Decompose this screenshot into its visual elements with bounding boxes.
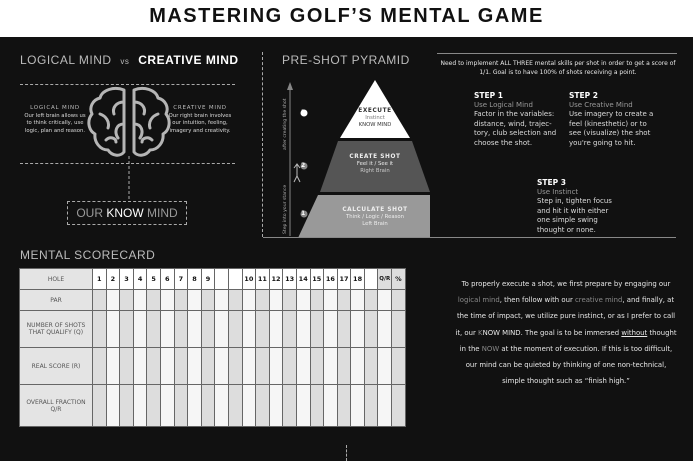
- score-cell[interactable]: [364, 311, 378, 348]
- score-cell[interactable]: [201, 290, 215, 311]
- heading-creative: CREATIVE MIND: [138, 53, 239, 67]
- level-num-3: 3: [301, 109, 306, 116]
- hole-cell: 15: [310, 269, 324, 290]
- hole-cell: 2: [106, 269, 120, 290]
- score-cell[interactable]: [93, 348, 107, 385]
- score-cell[interactable]: [269, 348, 283, 385]
- hole-cell: 14: [296, 269, 310, 290]
- score-cell[interactable]: [215, 348, 229, 385]
- score-cell[interactable]: [228, 385, 242, 427]
- know-text-pre: OUR: [76, 206, 107, 220]
- para-p1: To properly execute a shot, we first prepare by engaging our: [461, 280, 671, 288]
- score-cell[interactable]: [188, 348, 202, 385]
- score-cell[interactable]: [337, 290, 351, 311]
- step-2-title: STEP 2: [569, 91, 598, 100]
- score-cell[interactable]: [147, 348, 161, 385]
- intro-text: Need to implement ALL THREE mental skills per shot in order to get a score of 1/1. Goal is to have 100% of shots receiving a point.: [440, 60, 676, 76]
- score-cell[interactable]: [160, 385, 174, 427]
- hole-cell: 3: [120, 269, 134, 290]
- score-cell[interactable]: [337, 385, 351, 427]
- hole-cell: 12: [269, 269, 283, 290]
- level-2-title: CREATE SHOT: [349, 154, 401, 160]
- score-cell[interactable]: [133, 385, 147, 427]
- hole-cell: 17: [337, 269, 351, 290]
- step-3-sub: Use Instinct: [537, 187, 579, 196]
- scorecard-row-real: [20, 348, 406, 385]
- score-cell[interactable]: [106, 348, 120, 385]
- score-cell[interactable]: [256, 385, 270, 427]
- score-cell[interactable]: [106, 311, 120, 348]
- score-cell[interactable]: [201, 311, 215, 348]
- scorecard-row-qualify: [20, 311, 406, 348]
- score-cell[interactable]: [160, 348, 174, 385]
- row-label-fraction: OVERALL FRACTION Q/R: [20, 385, 93, 427]
- score-cell[interactable]: [160, 311, 174, 348]
- score-cell[interactable]: [269, 385, 283, 427]
- score-cell[interactable]: [147, 290, 161, 311]
- score-cell[interactable]: [201, 348, 215, 385]
- step-2-sub: Use Creative Mind: [569, 100, 633, 109]
- score-cell[interactable]: [269, 311, 283, 348]
- para-without: without: [621, 328, 648, 337]
- score-cell[interactable]: [228, 348, 242, 385]
- score-cell[interactable]: [378, 385, 392, 427]
- score-cell[interactable]: [174, 290, 188, 311]
- level-3-line1: Instinct: [365, 114, 385, 121]
- summary-paragraph: [454, 276, 678, 389]
- creative-mind-block: [167, 105, 233, 135]
- score-cell[interactable]: [324, 385, 338, 427]
- para-creative: creative mind: [574, 296, 623, 305]
- score-cell[interactable]: [188, 290, 202, 311]
- level-3-title: EXECUTE: [358, 108, 392, 114]
- score-cell[interactable]: [310, 385, 324, 427]
- score-cell[interactable]: [392, 385, 406, 427]
- score-cell[interactable]: [188, 311, 202, 348]
- para-know-k: K: [478, 328, 483, 337]
- score-cell[interactable]: [174, 385, 188, 427]
- section-heading-minds: [20, 53, 239, 67]
- score-cell[interactable]: [296, 311, 310, 348]
- score-cell[interactable]: [147, 311, 161, 348]
- step-3: [537, 178, 619, 236]
- pyramid-label-2: [335, 154, 415, 174]
- hole-cell: 6: [160, 269, 174, 290]
- know-mind-box: [67, 201, 187, 225]
- score-cell[interactable]: [269, 290, 283, 311]
- score-cell[interactable]: [93, 385, 107, 427]
- step-1-title: STEP 1: [474, 91, 503, 100]
- creative-mind-body: Our right brain involves our intuition, feeling, imagery and creativity.: [168, 112, 232, 134]
- score-cell[interactable]: [283, 385, 297, 427]
- logical-mind-block: [22, 105, 88, 135]
- axis-arrow-icon: [287, 82, 293, 90]
- hole-cell: 11: [256, 269, 270, 290]
- level-num-1: 1: [301, 210, 306, 217]
- score-cell[interactable]: [215, 385, 229, 427]
- score-cell[interactable]: [188, 385, 202, 427]
- score-cell[interactable]: [283, 311, 297, 348]
- score-cell[interactable]: [283, 348, 297, 385]
- level-1-line2: Left Brain: [362, 220, 388, 227]
- para-logical: logical mind: [457, 296, 500, 305]
- score-cell[interactable]: [392, 290, 406, 311]
- score-cell[interactable]: [215, 290, 229, 311]
- para-p5: thought in the: [459, 328, 677, 353]
- score-cell[interactable]: [351, 348, 365, 385]
- score-cell[interactable]: [310, 348, 324, 385]
- step-1: [474, 91, 559, 149]
- hole-cell: 13: [283, 269, 297, 290]
- score-cell[interactable]: [310, 290, 324, 311]
- score-cell[interactable]: [364, 290, 378, 311]
- know-text-know: KNOW: [106, 206, 144, 220]
- heading-vs: vs: [120, 57, 130, 66]
- para-p6: at the moment of execution. If this is too difficult, our mind can be quieted by thinking of one non-technical, simple thought such as “finish high.”: [465, 344, 673, 386]
- score-cell[interactable]: [106, 385, 120, 427]
- hole-cell: 4: [133, 269, 147, 290]
- score-cell[interactable]: [106, 290, 120, 311]
- golfer-icon: [294, 164, 300, 182]
- score-cell[interactable]: [201, 385, 215, 427]
- score-cell[interactable]: [174, 348, 188, 385]
- score-cell[interactable]: [120, 348, 134, 385]
- hole-cell: 18: [351, 269, 365, 290]
- para-p3: , and finally, at the time of impact, we utilize pure instinct, or as I prefer to call it, our: [455, 296, 676, 337]
- row-label-real: REAL SCORE (R): [20, 348, 93, 385]
- level-3-line2: KNOW MIND: [358, 121, 392, 128]
- score-cell[interactable]: [392, 348, 406, 385]
- para-p2: , then follow with our: [499, 296, 575, 305]
- divider: [263, 237, 676, 238]
- score-cell[interactable]: [174, 311, 188, 348]
- score-cell[interactable]: [242, 385, 256, 427]
- para-p4: . The goal is to be immersed: [520, 328, 622, 337]
- score-cell[interactable]: [242, 348, 256, 385]
- score-cell[interactable]: [296, 348, 310, 385]
- scorecard-row-fraction: [20, 385, 406, 427]
- score-cell[interactable]: [120, 385, 134, 427]
- score-cell[interactable]: [378, 311, 392, 348]
- para-know-now: NOW: [482, 328, 500, 337]
- score-cell[interactable]: [93, 290, 107, 311]
- level-1-line1: Think / Logic / Reason: [346, 213, 404, 220]
- axis-label-bottom: Step into your stance: [283, 184, 288, 234]
- pyramid-heading: PRE-SHOT PYRAMID: [282, 53, 410, 67]
- score-cell[interactable]: [364, 348, 378, 385]
- step-1-body: Factor in the variables: distance, wind, trajec- tory, club selection and choose the shot.: [474, 110, 557, 147]
- score-cell[interactable]: [337, 311, 351, 348]
- score-cell[interactable]: [256, 348, 270, 385]
- score-cell[interactable]: [324, 348, 338, 385]
- heading-logical: LOGICAL MIND: [20, 53, 112, 67]
- hole-cell: [215, 269, 229, 290]
- creative-mind-title: CREATIVE MIND: [173, 105, 227, 111]
- level-1-title: CALCULATE SHOT: [342, 207, 408, 213]
- row-label-par: PAR: [20, 290, 93, 311]
- para-now: NOW: [481, 344, 500, 353]
- hole-cell: [364, 269, 378, 290]
- scorecard-heading: MENTAL SCORECARD: [20, 248, 156, 262]
- score-cell[interactable]: [351, 311, 365, 348]
- score-cell[interactable]: [283, 290, 297, 311]
- step-3-body: Step in, tighten focus and hit it with either one simple swing thought or none.: [537, 197, 612, 234]
- logical-mind-title: LOGICAL MIND: [30, 105, 80, 111]
- score-cell[interactable]: [296, 290, 310, 311]
- score-cell[interactable]: [93, 311, 107, 348]
- row-label-hole: HOLE: [20, 269, 93, 290]
- scorecard-row-hole: [20, 269, 406, 290]
- hole-cell: [228, 269, 242, 290]
- scorecard-table: [19, 268, 406, 427]
- hole-cell: 10: [242, 269, 256, 290]
- level-2-line1: Feel it / See it: [356, 160, 394, 167]
- divider: [437, 53, 677, 54]
- score-cell[interactable]: [147, 385, 161, 427]
- row-label-qualify: NUMBER OF SHOTS THAT QUALIFY (Q): [20, 311, 93, 348]
- score-cell[interactable]: [310, 311, 324, 348]
- score-cell[interactable]: [228, 311, 242, 348]
- pyramid-label-1: [320, 207, 430, 227]
- axis-label-top: after creating the shot: [283, 98, 288, 150]
- para-know-mind: MIND: [499, 328, 521, 337]
- know-text-post: MIND: [143, 206, 178, 220]
- section-divider: [262, 52, 263, 237]
- bottom-divider: [346, 445, 347, 461]
- score-cell[interactable]: [378, 348, 392, 385]
- score-cell[interactable]: [351, 385, 365, 427]
- step-2: [569, 91, 659, 149]
- score-cell[interactable]: [256, 290, 270, 311]
- score-cell[interactable]: [120, 290, 134, 311]
- score-cell[interactable]: [120, 311, 134, 348]
- score-cell[interactable]: [133, 348, 147, 385]
- hole-cell-percent: %: [392, 269, 406, 290]
- score-cell[interactable]: [324, 290, 338, 311]
- score-cell[interactable]: [215, 311, 229, 348]
- hole-cell: 9: [201, 269, 215, 290]
- score-cell[interactable]: [256, 311, 270, 348]
- score-cell[interactable]: [351, 290, 365, 311]
- step-2-body: Use imagery to create a feel (kinesthetic) or to see (visualize) the shot you're going to hit.: [569, 110, 654, 147]
- score-cell[interactable]: [242, 290, 256, 311]
- score-cell[interactable]: [296, 385, 310, 427]
- score-cell[interactable]: [337, 348, 351, 385]
- level-2-line2: Right Brain: [360, 167, 390, 174]
- hole-cell: 16: [324, 269, 338, 290]
- brain-icon: [86, 84, 172, 202]
- step-3-title: STEP 3: [537, 178, 566, 187]
- score-cell[interactable]: [324, 311, 338, 348]
- score-cell[interactable]: [378, 290, 392, 311]
- level-num-2: 2: [301, 162, 306, 169]
- hole-cell: 5: [147, 269, 161, 290]
- hole-cell: 8: [188, 269, 202, 290]
- scorecard-row-par: [20, 290, 406, 311]
- step-1-sub: Use Logical Mind: [474, 100, 533, 109]
- hole-cell-fraction: Q/R: [378, 269, 392, 290]
- score-cell[interactable]: [160, 290, 174, 311]
- logical-mind-body: Our left brain allows us to think critically, use logic, plan and reason.: [24, 112, 86, 134]
- page-title: MASTERING GOLF’S MENTAL GAME: [149, 5, 544, 27]
- score-cell[interactable]: [242, 311, 256, 348]
- score-cell[interactable]: [133, 290, 147, 311]
- hole-cell: 7: [174, 269, 188, 290]
- score-cell[interactable]: [228, 290, 242, 311]
- score-cell[interactable]: [364, 385, 378, 427]
- score-cell[interactable]: [133, 311, 147, 348]
- hole-cell: 1: [93, 269, 107, 290]
- pyramid-label-3: [350, 108, 400, 128]
- score-cell[interactable]: [392, 311, 406, 348]
